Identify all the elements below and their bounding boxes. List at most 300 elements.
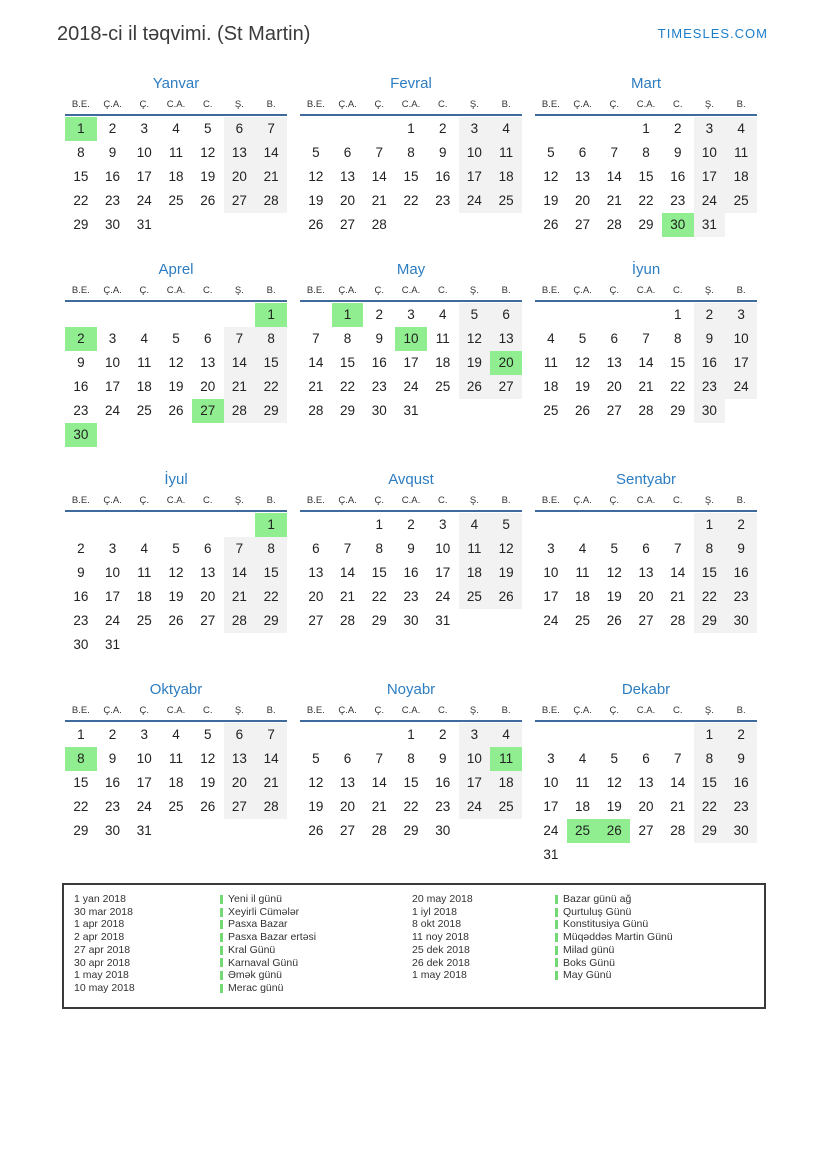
calendar-day: 31 — [136, 823, 152, 838]
calendar-day: 30 — [403, 613, 419, 628]
holiday-date: 1 iyl 2018 — [412, 905, 457, 918]
holiday-legend-grid — [74, 893, 756, 995]
calendar-day: 31 — [694, 213, 726, 237]
calendar-day: 25 — [459, 585, 491, 609]
calendar-day: 19 — [459, 351, 491, 375]
calendar-day-empty — [363, 723, 395, 747]
weekday-header-row — [535, 705, 757, 722]
month-title: Aprel — [158, 261, 194, 278]
calendar-day: 15 — [403, 775, 419, 790]
calendar-day: 10 — [435, 541, 451, 556]
calendar-day-empty — [224, 513, 256, 537]
calendar-day: 6 — [312, 541, 320, 556]
page-header — [0, 0, 827, 47]
calendar-day: 16 — [435, 169, 451, 184]
calendar-day: 5 — [203, 121, 212, 136]
calendar-day: 23 — [725, 585, 757, 609]
calendar-day: 14 — [308, 355, 324, 370]
calendar-day: 27 — [638, 613, 654, 628]
calendar-day: 29 — [638, 217, 654, 232]
weekday-header: Ç. — [374, 99, 385, 110]
calendar-day: 20 — [606, 379, 622, 394]
calendar-day: 1 — [255, 303, 287, 327]
calendar-day: 30 — [371, 403, 387, 418]
weekday-header: Ç.A. — [573, 705, 592, 716]
calendar-day: 3 — [140, 727, 149, 742]
holiday-marker-icon — [555, 971, 558, 980]
month-title: Oktyabr — [149, 681, 203, 698]
calendar-day: 6 — [224, 117, 256, 141]
calendar-day: 27 — [224, 189, 256, 213]
calendar-day-empty — [300, 303, 332, 327]
calendar-day: 14 — [255, 141, 287, 165]
calendar-day: 27 — [340, 823, 356, 838]
calendar-day: 20 — [638, 589, 654, 604]
calendar-day-empty — [567, 723, 599, 747]
calendar-day: 22 — [73, 193, 89, 208]
weekday-header: C.A. — [401, 285, 421, 296]
calendar-day: 6 — [610, 331, 619, 346]
month-title: Avqust — [388, 471, 434, 488]
weekday-header: C. — [437, 705, 448, 716]
calendar-day: 8 — [77, 145, 85, 160]
calendar-day: 18 — [543, 379, 559, 394]
site-link[interactable]: TIMESLES.COM — [657, 26, 768, 41]
weekday-header-row — [65, 705, 287, 722]
month-title: Sentyabr — [615, 471, 677, 488]
calendar-day: 21 — [224, 375, 256, 399]
calendar-day: 30 — [662, 213, 694, 237]
calendar-day: 28 — [638, 403, 654, 418]
holiday-date: 10 may 2018 — [74, 981, 135, 994]
calendar-day: 19 — [606, 799, 622, 814]
calendar-day-empty — [662, 723, 694, 747]
month-fevral — [300, 74, 522, 237]
calendar-day: 26 — [308, 217, 324, 232]
holiday-name: Merac günü — [220, 982, 412, 995]
calendar-day: 20 — [340, 799, 356, 814]
calendar-day: 5 — [610, 751, 619, 766]
calendar-day: 19 — [168, 589, 184, 604]
calendar-day: 6 — [490, 303, 522, 327]
calendar-day: 7 — [255, 117, 287, 141]
calendar-day: 26 — [200, 799, 216, 814]
calendar-day: 13 — [490, 327, 522, 351]
month-dekabr — [535, 680, 757, 867]
calendar-day: 2 — [407, 517, 415, 532]
calendar-day: 14 — [606, 169, 622, 184]
calendar-day: 24 — [136, 799, 152, 814]
calendar-day: 2 — [725, 513, 757, 537]
holiday-name: Boks Günü — [555, 957, 756, 970]
calendar-day: 9 — [77, 355, 85, 370]
calendar-day: 24 — [403, 379, 419, 394]
calendar-day: 18 — [136, 589, 152, 604]
calendar-day: 11 — [575, 775, 590, 790]
calendar-day: 18 — [490, 771, 522, 795]
calendar-day: 7 — [343, 541, 352, 556]
calendar-day-empty — [192, 303, 224, 327]
calendar-day: 3 — [547, 541, 555, 556]
holiday-date: 25 dek 2018 — [412, 943, 470, 956]
calendar-day: 28 — [606, 217, 622, 232]
calendar-day: 11 — [490, 141, 522, 165]
calendar-day: 15 — [638, 169, 654, 184]
calendar-day: 20 — [200, 379, 216, 394]
calendar-day: 16 — [725, 561, 757, 585]
holiday-date: 1 apr 2018 — [74, 918, 125, 931]
calendar-day: 3 — [547, 751, 555, 766]
calendar-day: 12 — [168, 355, 184, 370]
weekday-header: B. — [501, 285, 511, 296]
holiday-date: 27 apr 2018 — [74, 943, 131, 956]
weekday-header: C.A. — [401, 99, 421, 110]
calendar-day: 26 — [168, 613, 184, 628]
month-title: Noyabr — [386, 681, 436, 698]
calendar-day: 21 — [255, 771, 287, 795]
calendar-day: 19 — [606, 589, 622, 604]
calendar-day: 16 — [725, 771, 757, 795]
calendar-day: 12 — [606, 775, 622, 790]
calendar-day: 26 — [606, 613, 622, 628]
holiday-name: Pasxa Bazar — [220, 918, 412, 931]
calendar-day: 8 — [407, 145, 415, 160]
calendar-day: 28 — [255, 795, 287, 819]
calendar-day: 5 — [459, 303, 491, 327]
calendar-day: 22 — [255, 375, 287, 399]
weekday-header: C.A. — [401, 495, 421, 506]
weekday-header: B.E. — [71, 99, 90, 110]
calendar-day: 29 — [694, 609, 726, 633]
calendar-day: 23 — [403, 589, 419, 604]
month-days — [300, 303, 522, 423]
calendar-day: 17 — [543, 799, 559, 814]
calendar-day: 13 — [340, 169, 356, 184]
calendar-day-empty — [662, 513, 694, 537]
weekday-header: Ş. — [469, 495, 479, 506]
calendar-day: 17 — [725, 351, 757, 375]
holiday-date: 30 mar 2018 — [74, 905, 133, 918]
calendar-day: 12 — [200, 145, 216, 160]
calendar-day: 7 — [224, 537, 256, 561]
holiday-marker-icon — [220, 933, 223, 942]
holiday-marker-icon — [220, 984, 223, 993]
calendar-day: 9 — [438, 751, 447, 766]
weekday-header: B. — [266, 705, 276, 716]
calendar-day: 22 — [73, 799, 89, 814]
calendar-day: 25 — [168, 193, 184, 208]
weekday-header: Ç.A. — [573, 285, 592, 296]
weekday-header: B.E. — [71, 705, 90, 716]
weekday-header-row — [535, 285, 757, 302]
calendar-day: 27 — [308, 613, 324, 628]
weekday-header: B. — [736, 285, 746, 296]
calendar-day: 15 — [670, 355, 686, 370]
holiday-date: 8 okt 2018 — [412, 918, 462, 931]
month-aprel — [65, 260, 287, 447]
calendar-day: 16 — [73, 379, 89, 394]
weekday-header: C. — [672, 285, 683, 296]
holiday-date: 26 dek 2018 — [412, 956, 470, 969]
holiday-date: 11 noy 2018 — [412, 931, 470, 944]
calendar-day: 8 — [673, 331, 682, 346]
calendar-day: 18 — [490, 165, 522, 189]
weekday-header: B.E. — [71, 285, 90, 296]
calendar-day: 24 — [543, 613, 559, 628]
weekday-header: C.A. — [636, 495, 656, 506]
weekday-header: B.E. — [306, 705, 325, 716]
calendar-day-empty — [128, 303, 160, 327]
weekday-header: Ç.A. — [573, 99, 592, 110]
weekday-header: C.A. — [636, 285, 656, 296]
calendar-day: 1 — [77, 727, 85, 742]
weekday-header: B. — [266, 495, 276, 506]
calendar-day: 3 — [694, 117, 726, 141]
calendar-day-empty — [300, 723, 332, 747]
weekday-header-row — [65, 99, 287, 116]
weekday-header: B.E. — [306, 285, 325, 296]
calendar-day: 21 — [606, 193, 622, 208]
weekday-header: Ç. — [609, 705, 620, 716]
holiday-marker-icon — [555, 895, 558, 904]
calendar-day: 9 — [673, 145, 682, 160]
calendar-day: 19 — [490, 561, 522, 585]
holiday-date: 30 apr 2018 — [74, 956, 131, 969]
calendar-day: 9 — [725, 537, 757, 561]
calendar-day: 14 — [371, 775, 387, 790]
calendar-day: 28 — [371, 217, 387, 232]
calendar-day: 7 — [375, 145, 384, 160]
calendar-day: 22 — [694, 795, 726, 819]
weekday-header-row — [535, 495, 757, 512]
calendar-day: 26 — [575, 403, 591, 418]
calendar-day: 21 — [340, 589, 356, 604]
month-title: May — [396, 261, 426, 278]
calendar-day-empty — [567, 303, 599, 327]
calendar-day: 17 — [136, 775, 152, 790]
calendar-day: 15 — [255, 351, 287, 375]
weekday-header: Ç. — [139, 495, 150, 506]
calendar-day: 25 — [168, 799, 184, 814]
calendar-day: 23 — [670, 193, 686, 208]
weekday-header: Ç.A. — [103, 99, 122, 110]
calendar-day: 6 — [343, 751, 352, 766]
calendar-day: 9 — [438, 145, 447, 160]
calendar-day: 10 — [725, 327, 757, 351]
calendar-day: 18 — [575, 799, 591, 814]
calendar-day: 8 — [255, 537, 287, 561]
calendar-day: 21 — [224, 585, 256, 609]
calendar-day: 9 — [725, 747, 757, 771]
calendar-day: 3 — [108, 331, 117, 346]
weekday-header: Ç. — [139, 705, 150, 716]
holiday-marker-icon — [220, 908, 223, 917]
weekday-header: Ç. — [609, 285, 620, 296]
calendar-day: 24 — [105, 613, 121, 628]
calendar-day: 2 — [673, 121, 682, 136]
calendar-day: 1 — [694, 723, 726, 747]
weekday-header: B.E. — [541, 285, 560, 296]
calendar-day: 27 — [606, 403, 622, 418]
month-title: Dekabr — [621, 681, 671, 698]
weekday-header: C. — [672, 495, 683, 506]
weekday-header: Ş. — [704, 495, 714, 506]
calendar-day: 19 — [575, 379, 591, 394]
holiday-marker-icon — [220, 946, 223, 955]
weekday-header: B. — [736, 495, 746, 506]
calendar-day: 3 — [140, 121, 149, 136]
calendar-day: 5 — [312, 145, 320, 160]
calendar-day-empty — [567, 513, 599, 537]
weekday-header: C.A. — [401, 705, 421, 716]
weekday-header: Ç. — [139, 285, 150, 296]
calendar-day: 13 — [340, 775, 356, 790]
weekday-header-row — [535, 99, 757, 116]
calendar-day: 12 — [543, 169, 559, 184]
weekday-header: C.A. — [636, 99, 656, 110]
calendar-day: 25 — [725, 189, 757, 213]
calendar-day: 5 — [312, 751, 320, 766]
calendar-day: 8 — [694, 747, 726, 771]
weekday-header: Ş. — [469, 285, 479, 296]
calendar-day: 3 — [459, 117, 491, 141]
calendar-day: 3 — [438, 517, 447, 532]
calendar-day-empty — [300, 117, 332, 141]
weekday-header: Ç. — [374, 285, 385, 296]
calendar-day: 29 — [73, 823, 89, 838]
calendar-day: 11 — [575, 565, 590, 580]
calendar-day: 4 — [172, 121, 180, 136]
calendar-day: 2 — [65, 327, 97, 351]
month-days — [65, 303, 287, 447]
calendar-day: 8 — [694, 537, 726, 561]
calendar-day: 13 — [200, 355, 216, 370]
calendar-day: 24 — [459, 795, 491, 819]
calendar-day: 24 — [543, 823, 559, 838]
calendar-day: 23 — [371, 379, 387, 394]
calendar-day: 27 — [192, 399, 224, 423]
calendar-day: 3 — [108, 541, 117, 556]
calendar-day-empty — [192, 513, 224, 537]
calendar-day: 23 — [73, 403, 89, 418]
calendar-day: 14 — [255, 747, 287, 771]
calendar-day: 18 — [168, 169, 184, 184]
calendar-day: 23 — [105, 799, 121, 814]
holiday-marker-icon — [555, 946, 558, 955]
calendar-day: 1 — [375, 517, 384, 532]
calendar-day: 10 — [694, 141, 726, 165]
weekday-header: Ç.A. — [103, 705, 122, 716]
month-sentyabr — [535, 470, 757, 633]
weekday-header: B. — [501, 99, 511, 110]
calendar-day: 27 — [575, 217, 591, 232]
calendar-day: 4 — [490, 723, 522, 747]
calendar-day: 25 — [435, 379, 451, 394]
holiday-date: 2 apr 2018 — [74, 931, 125, 944]
holiday-marker-icon — [220, 895, 223, 904]
calendar-day: 18 — [136, 379, 152, 394]
calendar-day: 30 — [105, 217, 121, 232]
calendar-day: 29 — [340, 403, 356, 418]
weekday-header: Ç.A. — [103, 285, 122, 296]
calendar-day-empty — [224, 303, 256, 327]
calendar-day: 23 — [725, 795, 757, 819]
calendar-day: 14 — [670, 775, 686, 790]
calendar-day-empty — [535, 723, 567, 747]
calendar-day: 5 — [578, 331, 587, 346]
calendar-day-empty — [598, 303, 630, 327]
holiday-name: Əmək günü — [220, 969, 412, 982]
calendar-day: 21 — [308, 379, 324, 394]
month-days — [535, 723, 757, 867]
calendar-day: 23 — [105, 193, 121, 208]
calendar-day: 22 — [694, 585, 726, 609]
calendar-day: 23 — [694, 375, 726, 399]
weekday-header: C. — [437, 495, 448, 506]
calendar-day-empty — [160, 513, 192, 537]
month-days — [535, 303, 757, 423]
calendar-day: 27 — [490, 375, 522, 399]
calendar-day: 13 — [638, 565, 654, 580]
calendar-day: 31 — [435, 613, 451, 628]
calendar-day: 11 — [490, 747, 522, 771]
month-title: İyul — [164, 471, 188, 488]
holiday-name: Karnaval Günü — [220, 957, 412, 970]
month-title: Fevral — [390, 75, 432, 92]
weekday-header-row — [65, 285, 287, 302]
month-avqust — [300, 470, 522, 633]
calendar-day: 8 — [375, 541, 384, 556]
calendar-day: 8 — [65, 747, 97, 771]
month-days — [65, 723, 287, 843]
weekday-header: B.E. — [541, 705, 560, 716]
weekday-header: Ç.A. — [338, 99, 357, 110]
calendar-day: 23 — [73, 613, 89, 628]
calendar-day: 19 — [168, 379, 184, 394]
calendar-day: 14 — [371, 169, 387, 184]
weekday-header: B.E. — [541, 495, 560, 506]
calendar-day: 29 — [371, 613, 387, 628]
calendar-day: 29 — [255, 399, 287, 423]
calendar-day-empty — [300, 513, 332, 537]
month-days — [300, 723, 522, 843]
calendar-day: 9 — [77, 565, 85, 580]
calendar-day: 14 — [670, 565, 686, 580]
weekday-header: Ç. — [139, 99, 150, 110]
weekday-header: C.A. — [636, 705, 656, 716]
calendar-day: 5 — [203, 727, 212, 742]
month-days — [65, 513, 287, 657]
calendar-day: 7 — [375, 751, 384, 766]
weekday-header-row — [65, 495, 287, 512]
holiday-date — [412, 982, 555, 995]
weekday-header: Ş. — [704, 285, 714, 296]
calendar-day: 11 — [725, 141, 757, 165]
calendar-day-empty — [65, 303, 97, 327]
calendar-day: 13 — [200, 565, 216, 580]
calendar-day: 13 — [575, 169, 591, 184]
calendar-day: 2 — [725, 723, 757, 747]
calendar-day: 6 — [642, 541, 650, 556]
calendar-day: 1 — [673, 307, 682, 322]
weekday-header: Ş. — [469, 99, 479, 110]
weekday-header: C. — [672, 705, 683, 716]
calendar-day: 23 — [435, 799, 451, 814]
calendar-day: 15 — [73, 169, 89, 184]
calendar-day: 27 — [200, 613, 216, 628]
calendar-day: 18 — [168, 775, 184, 790]
weekday-header: Ş. — [469, 705, 479, 716]
